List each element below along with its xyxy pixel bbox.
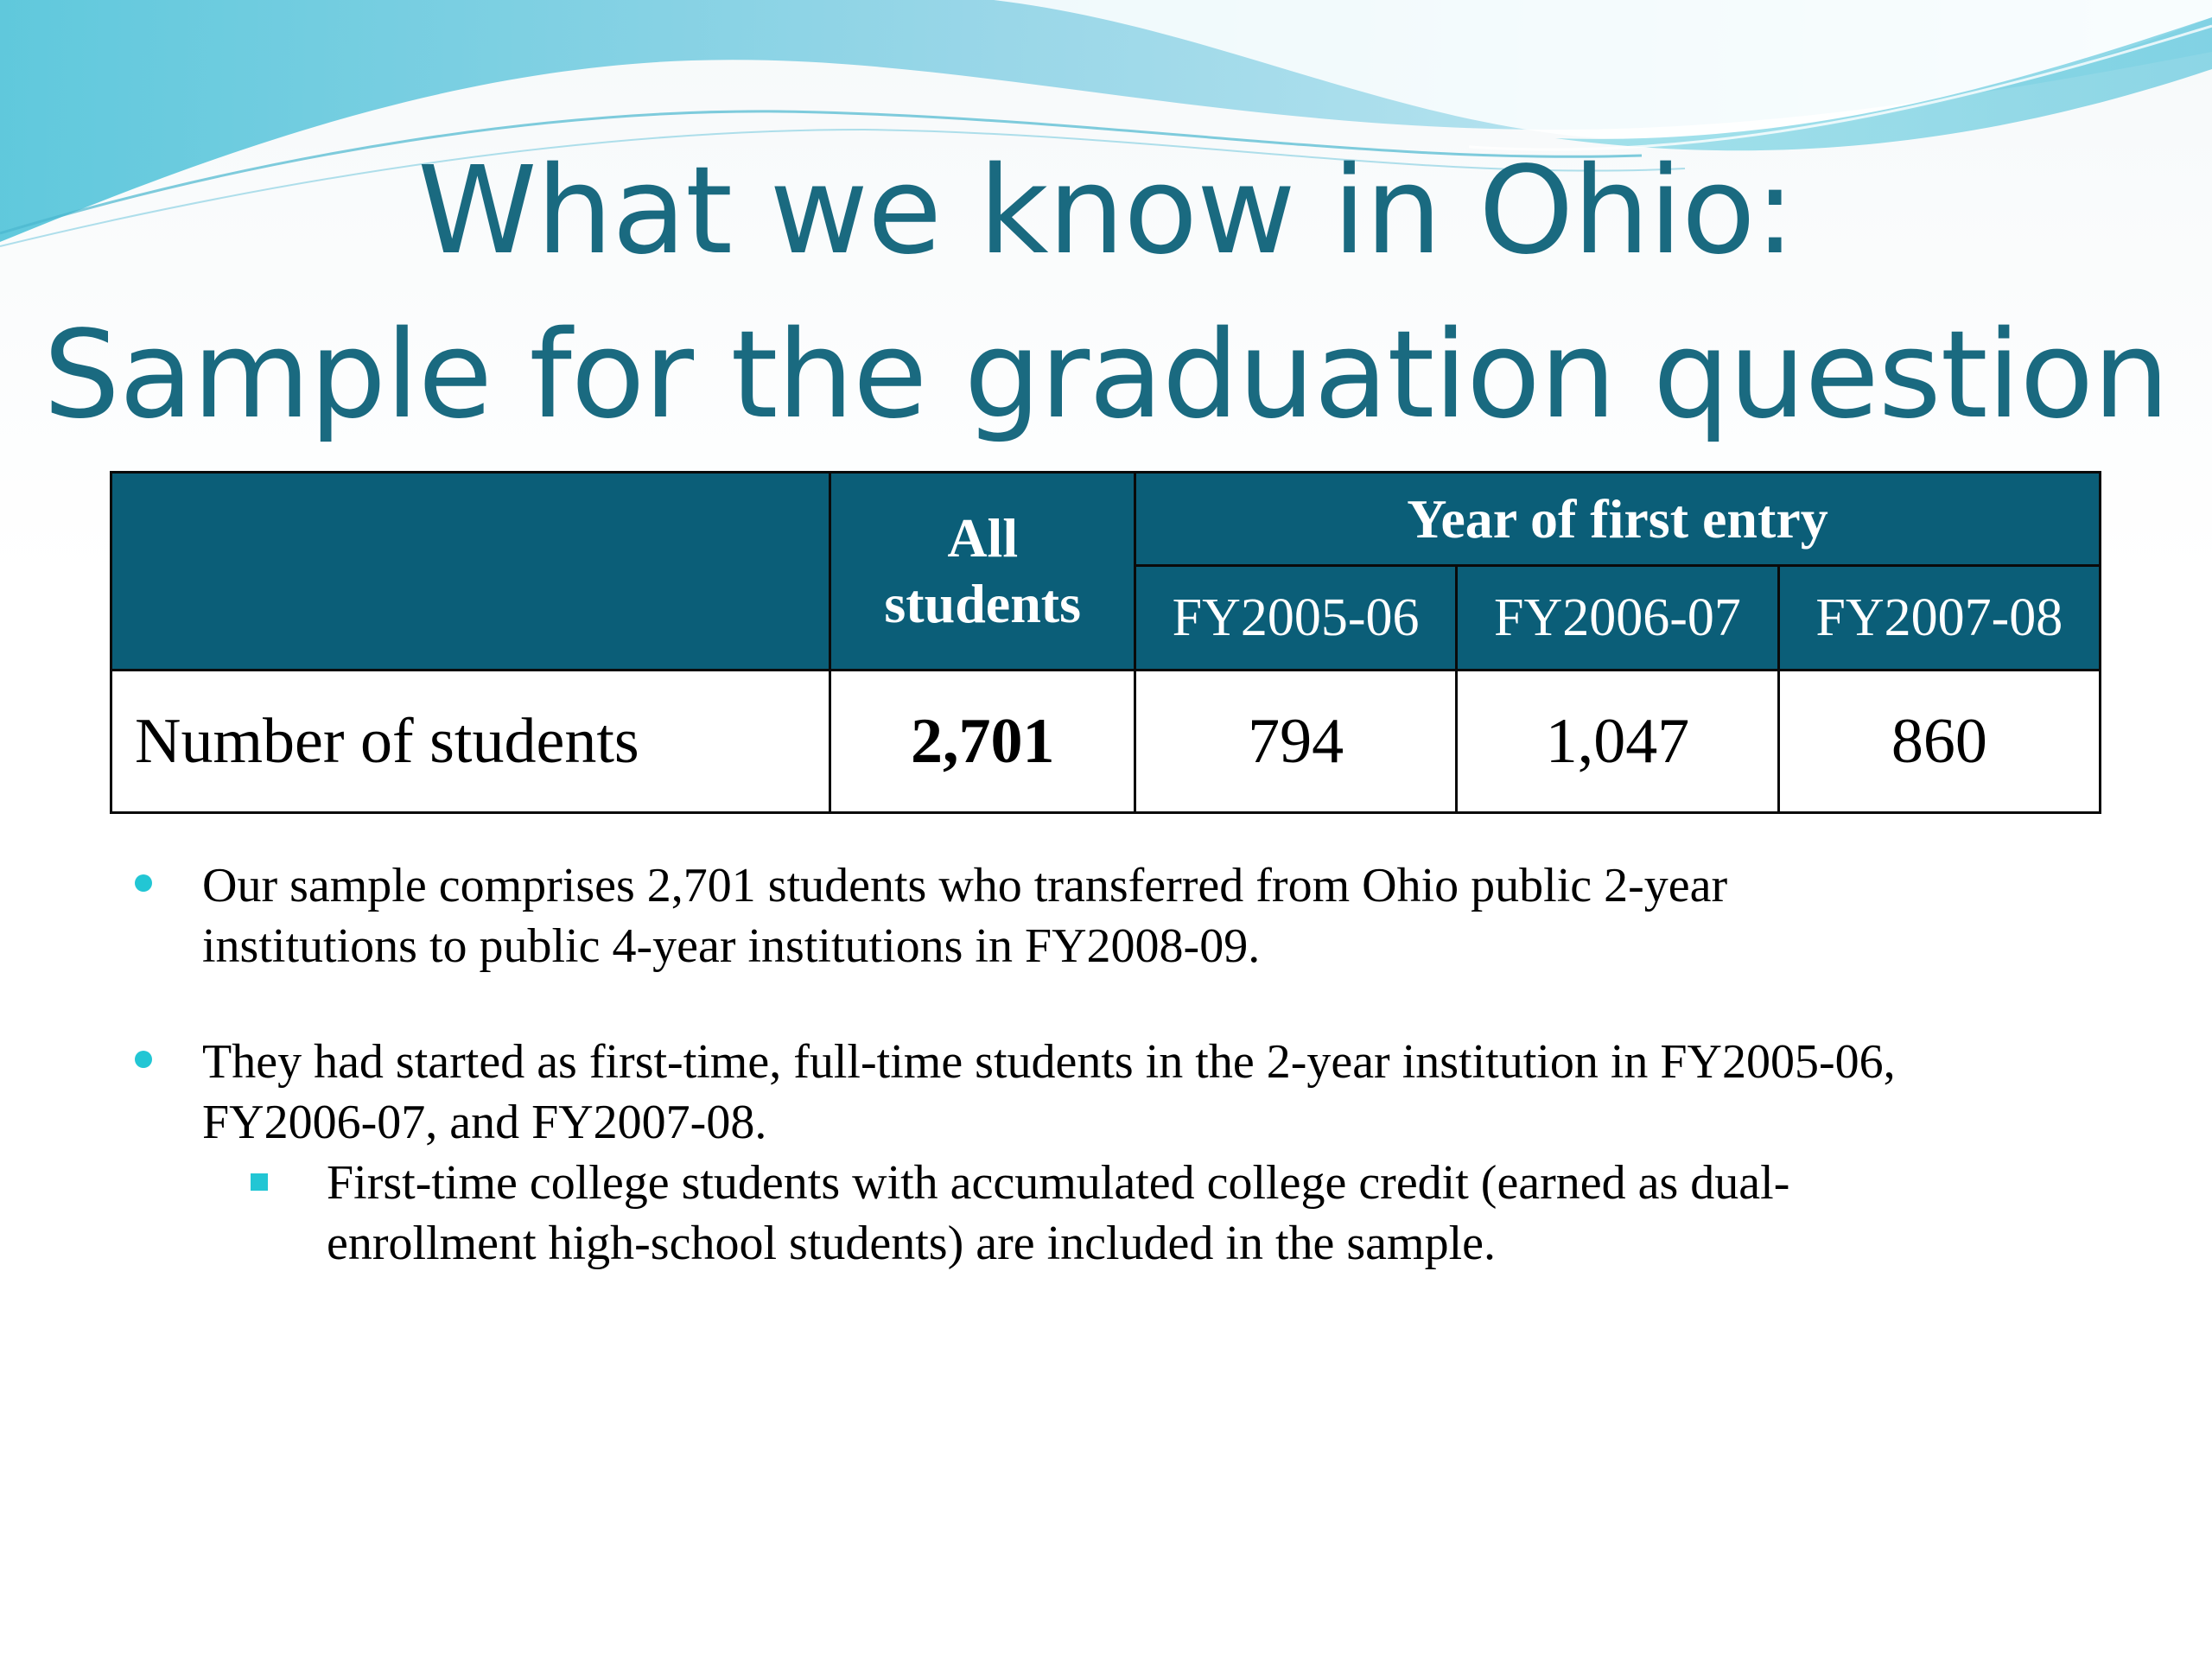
header-all-students	[830, 473, 1135, 671]
bullet-2-line-1: They had started as first-time, full-time students in the 2-year institution in FY2005-06,	[202, 1035, 1896, 1089]
header-year-3: FY2007-08	[1778, 566, 2100, 671]
header-all-line-1: All	[947, 507, 1019, 569]
bullet-2-line-2: FY2006-07, and FY2007-08.	[202, 1096, 767, 1149]
header-year-of-first-entry: Year of first entry	[1135, 473, 2100, 566]
bullet-dot-icon	[135, 874, 152, 892]
header-year-1: FY2005-06	[1135, 566, 1456, 671]
header-year-2: FY2006-07	[1457, 566, 1778, 671]
cell-year-3: 860	[1778, 671, 2100, 813]
sub-bullet-line-2: enrollment high-school students) are included in the sample.	[327, 1217, 1496, 1270]
cell-year-2: 1,047	[1457, 671, 1778, 813]
sub-bullet-item	[130, 1153, 2117, 1274]
header-all-line-2: students	[884, 573, 1082, 634]
cell-year-1: 794	[1135, 671, 1456, 813]
bullet-list	[130, 855, 2117, 1274]
title-line-1: What we know in Ohio:	[417, 141, 1795, 282]
bullet-item-1	[130, 855, 2117, 976]
table-corner-cell	[111, 473, 830, 671]
sample-table	[110, 471, 2101, 814]
sub-bullet-line-1: First-time college students with accumulated college credit (earned as dual-	[327, 1156, 1790, 1210]
bullet-1-line-1: Our sample comprises 2,701 students who transferred from Ohio public 2-year	[202, 859, 1728, 912]
bullet-1-line-2: institutions to public 4-year institutions in FY2008-09.	[202, 919, 1261, 973]
row-label: Number of students	[111, 671, 830, 813]
table-header-row	[111, 473, 2101, 566]
slide-title	[0, 130, 2212, 458]
title-line-2: Sample for the graduation question	[43, 305, 2169, 446]
bullet-dot-icon	[135, 1051, 152, 1068]
bullet-item-2	[130, 1032, 2117, 1153]
sub-bullet-square-icon	[251, 1173, 268, 1191]
table-row	[111, 671, 2101, 813]
cell-total: 2,701	[830, 671, 1135, 813]
